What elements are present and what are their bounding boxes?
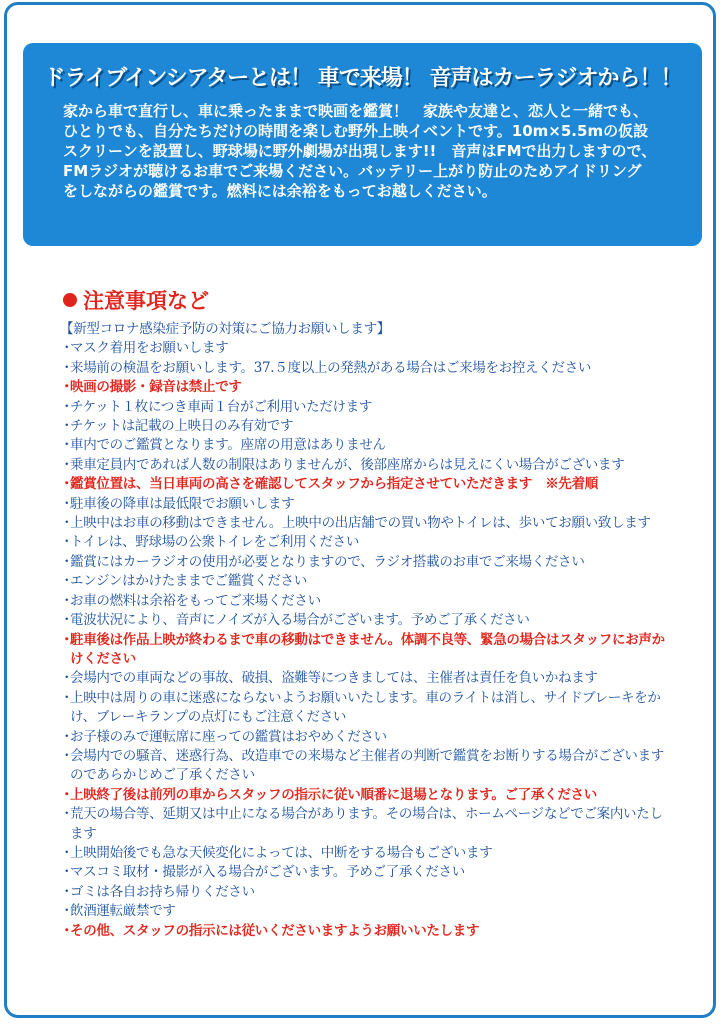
note-text: 鑑賞にはカーラジオの使用が必要となりますので、ラジオ搭載のお車でご来場ください: [70, 553, 585, 570]
note-item: [60, 786, 665, 805]
bullet-icon: ・: [60, 340, 74, 357]
bullet-icon: ・: [60, 592, 74, 609]
note-item: [60, 359, 665, 378]
bullet-icon: ・: [60, 631, 74, 648]
intro-footer: [53, 254, 677, 274]
intro-title: ドライブインシアターとは！ 車で来場！ 音声はカーラジオから！！: [43, 66, 682, 91]
note-text: 乗車定員内であれば人数の制限はありませんが、後部座席からは見えにくい場合がございます: [70, 456, 625, 473]
bullet-icon: ・: [60, 786, 74, 803]
notes-subheader: 【新型コロナ感染症予防の対策にご協力お願いします】: [60, 321, 390, 337]
note-item: [60, 456, 665, 475]
note-text: お車の燃料は余裕をもってご来場ください: [70, 592, 321, 609]
bullet-icon: ・: [60, 515, 74, 532]
note-text: 上映終了後は前列の車からスタッフの指示に従い順番に退場となります。ご了承ください: [70, 786, 597, 803]
intro-line: スクリーンを設置し、野球場に野外劇場が出現します!! 音声はFMで出力しますので、: [63, 142, 657, 160]
bullet-icon: ・: [60, 534, 74, 551]
note-item: [60, 339, 665, 358]
note-text: 荒天の場合等、延期又は中止になる場合があります。その場合は、ホームページなどでご案内いたします: [70, 806, 663, 842]
note-item: [60, 514, 665, 533]
note-item: [60, 747, 665, 786]
intro-panel: [23, 43, 702, 273]
note-text: ゴミは各自お持ち帰りください: [70, 883, 255, 900]
notes-heading-text: 注意事項など: [83, 289, 209, 313]
note-text: 会場内での車両などの事故、破損、盗難等につきましては、主催者は責任を負いかねます: [70, 670, 598, 687]
note-item: [60, 844, 665, 863]
intro-line: をしながらの鑑賞です。燃料には余裕をもってお越しください。: [63, 182, 497, 200]
intro-footer-text: 日高村のおいしいお店の出店もあります。お楽しみください!!: [170, 257, 560, 273]
note-item: [60, 378, 665, 397]
note-text: 駐車後の降車は最低限でお願いします: [70, 495, 295, 512]
bullet-icon: ・: [60, 476, 74, 493]
bullet-icon: ・: [60, 573, 74, 590]
bullet-icon: ・: [60, 379, 74, 396]
intro-line: 家から車で直行し、車に乗ったままで映画を鑑賞！ 家族や友達と、恋人と一緒でも、: [63, 102, 649, 120]
note-item: [60, 572, 665, 591]
note-text: その他、スタッフの指示には従いくださいますようお願いいたします: [70, 922, 480, 939]
note-text: 会場内での騒音、迷惑行為、改造車での来場など主催者の判断で鑑賞をお断りする場合がございますのであらかじめご了承ください: [70, 747, 664, 784]
note-text: エンジンはかけたままでご鑑賞ください: [70, 573, 307, 590]
bullet-icon: ・: [60, 670, 74, 687]
note-item: [60, 417, 665, 436]
notes-list: [60, 320, 665, 941]
note-item: [60, 436, 665, 455]
bullet-icon: ・: [60, 495, 74, 512]
note-text: 駐車後は作品上映が終わるまで車の移動はできません。体調不良等、緊急の場合はスタッフにお声かけください: [70, 631, 665, 667]
bullet-icon: ・: [60, 418, 74, 435]
note-text: トイレは、野球場の公衆トイレをご利用ください: [70, 534, 360, 551]
note-text: お子様のみで運転席に座っての鑑賞はおやめください: [70, 728, 387, 745]
note-item: [60, 922, 665, 941]
note-item: [60, 553, 665, 572]
intro-body: [63, 101, 683, 201]
bullet-icon: ・: [60, 612, 74, 629]
note-text: 映画の撮影・録音は禁止です: [70, 379, 242, 396]
bullet-icon: ・: [60, 806, 74, 823]
note-item: [60, 689, 665, 728]
note-item: [60, 669, 665, 688]
bullet-icon: ・: [60, 553, 74, 570]
note-item: [60, 592, 665, 611]
bullet-icon: ・: [60, 689, 74, 706]
note-text: マスク着用をお願いします: [70, 340, 229, 357]
note-text: 上映開始後でも急な天候変化によっては、中断をする場合もございます: [70, 844, 493, 861]
bullet-icon: ・: [60, 922, 74, 939]
bullet-icon: ・: [60, 747, 74, 764]
note-item: [60, 398, 665, 417]
bullet-icon: ・: [60, 903, 74, 920]
red-dot-icon: [63, 293, 77, 307]
note-item: [60, 863, 665, 882]
note-text: 飲酒運転厳禁です: [70, 903, 176, 920]
note-text: 鑑賞位置は、当日車両の高さを確認してスタッフから指定させていただきます ※先着順: [70, 476, 598, 493]
notes-heading: [63, 285, 209, 315]
note-item: [60, 533, 665, 552]
bullet-icon: ・: [60, 844, 74, 861]
bullet-icon: ・: [60, 728, 74, 745]
note-item: [60, 495, 665, 514]
note-text: 来場前の検温をお願いします。37.５度以上の発熱がある場合はご来場をお控えください: [70, 359, 592, 376]
note-text: チケット１枚につき車両１台がご利用いただけます: [70, 398, 373, 415]
bullet-icon: ・: [60, 883, 74, 900]
note-text: 上映中は周りの車に迷惑にならないようお願いいたします。車のライトは消し、サイドブレーキをかけ、ブレーキランプの点灯にもご注意ください: [70, 689, 661, 726]
intro-line: FMラジオが聴けるお車でご来場ください。バッテリー上がり防止のためアイドリング: [63, 162, 642, 180]
note-item: [60, 611, 665, 630]
bullet-icon: ・: [60, 359, 74, 376]
note-item: [60, 631, 665, 670]
bullet-icon: ・: [60, 456, 74, 473]
bullet-icon: ・: [60, 864, 74, 881]
bullet-icon: ・: [60, 398, 74, 415]
note-item: [60, 728, 665, 747]
note-text: 電波状況により、音声にノイズが入る場合がございます。予めご了承ください: [70, 612, 530, 629]
note-text: 上映中はお車の移動はできません。上映中の出店舗での買い物やトイレは、歩いてお願い致します: [70, 515, 651, 532]
note-item: [60, 902, 665, 921]
divider: [570, 263, 677, 266]
note-item: [60, 475, 665, 494]
note-item: [60, 883, 665, 902]
note-item: [60, 805, 665, 844]
bullet-icon: ・: [60, 437, 74, 454]
divider: [53, 263, 160, 266]
note-text: マスコミ取材・撮影が入る場合がございます。予めご了承ください: [70, 864, 465, 881]
intro-line: ひとりでも、自分たちだけの時間を楽しむ野外上映イベントです。10m×5.5mの仮設: [63, 122, 649, 140]
note-text: 車内でのご鑑賞となります。座席の用意はありません: [70, 437, 386, 454]
note-text: チケットは記載の上映日のみ有効です: [70, 418, 294, 435]
